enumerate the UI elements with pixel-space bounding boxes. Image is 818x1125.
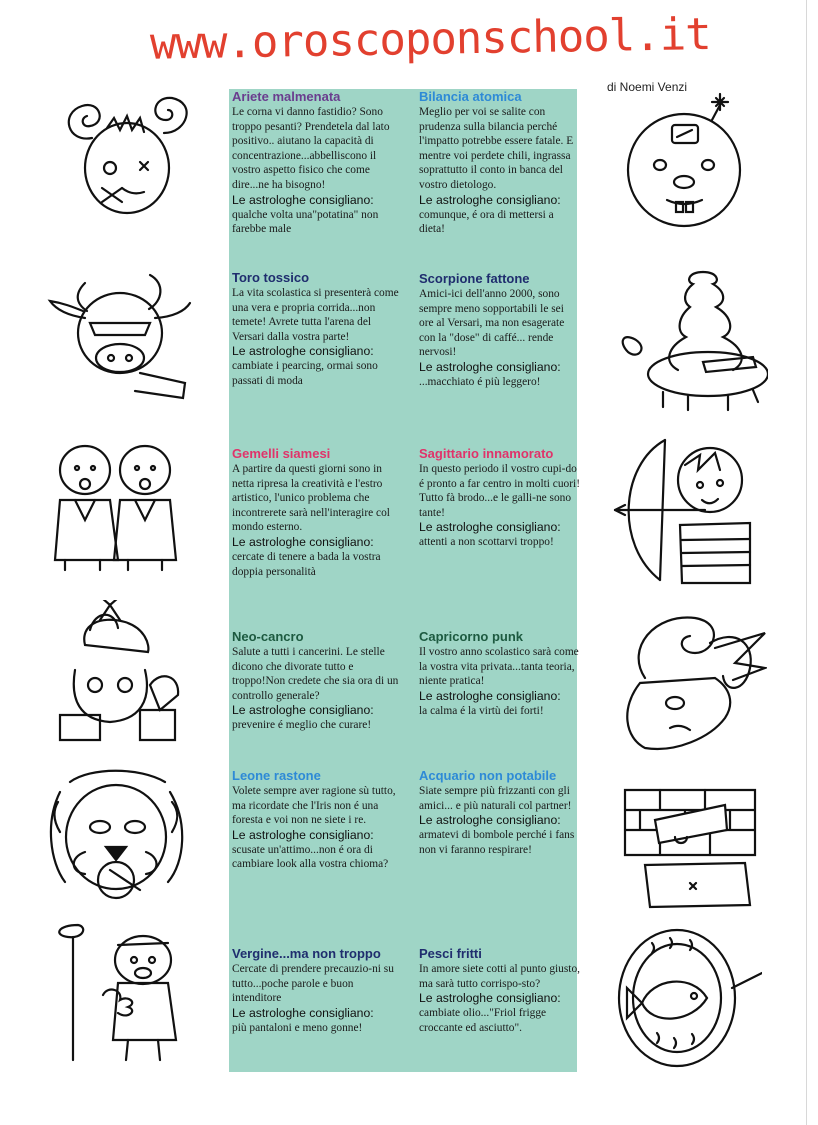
advice-label: Le astrologhe consigliano: xyxy=(419,359,561,374)
sign-sagittario xyxy=(419,446,581,550)
ram-icon xyxy=(52,88,202,228)
scorpion-icon xyxy=(608,262,768,412)
sign-vergine xyxy=(232,946,400,1035)
archer-icon xyxy=(610,435,760,585)
sign-text: Siate sempre più frizzanti con gli amici... e più naturali col partner! xyxy=(419,785,572,812)
sign-text: A partire da questi giorni sono in netta ripresa la creatività e l'estro artistico, l'unico problema che incontrerete sarà nell'interagire col mondo esterno. xyxy=(232,463,390,534)
sign-bilancia xyxy=(419,89,581,237)
fish-pan-icon xyxy=(612,918,762,1073)
sign-text: Il vostro anno scolastico sarà come la vostra vita privata...tanta teoria, niente pratica! xyxy=(419,646,579,688)
sign-title: Vergine...ma non troppo xyxy=(232,946,381,961)
sign-capricorno xyxy=(419,629,581,718)
advice-text: attenti a non scottarvi troppo! xyxy=(419,536,554,549)
advice-label: Le astrologhe consigliano: xyxy=(419,520,561,535)
sign-title: Ariete malmenata xyxy=(232,89,341,104)
sign-title: Capricorno punk xyxy=(419,629,524,644)
sign-title: Acquario non potabile xyxy=(419,768,557,783)
sign-title: Sagittario innamorato xyxy=(419,446,554,461)
advice-text: cambiate olio..."Friol frigge croccante ed asciutto". xyxy=(419,1007,547,1034)
virgo-icon xyxy=(48,915,193,1065)
sign-text: La vita scolastica si presenterà come una vera e propria corrida...non temete! Avrete tutta l'arena del Versari dalla vostra parte! xyxy=(232,287,399,343)
sign-text: In amore siete cotti al punto giusto, ma sarà tutto corrispo-sto? xyxy=(419,963,581,990)
advice-text: cambiate i pearcing, ormai sono passati di moda xyxy=(232,360,378,387)
advice-label: Le astrologhe consigliano: xyxy=(419,813,561,828)
advice-label: Le astrologhe consigliano: xyxy=(419,192,561,207)
sign-text: Volete sempre aver ragione sù tutto, ma ricordate che l'Iris non é una foresta e voi non ne siete i re. xyxy=(232,785,396,827)
crab-icon xyxy=(40,600,190,745)
sign-title: Pesci fritti xyxy=(419,946,482,961)
sign-toro xyxy=(232,270,400,389)
advice-label: Le astrologhe consigliano: xyxy=(419,991,561,1006)
sign-ariete xyxy=(232,89,400,237)
sign-title: Gemelli siamesi xyxy=(232,446,331,461)
twins-icon xyxy=(40,440,190,575)
goat-icon xyxy=(615,608,767,758)
sign-scorpione xyxy=(419,271,581,390)
advice-text: ...macchiato é più leggero! xyxy=(419,375,541,388)
sign-text: Amici-ici dell'anno 2000, sono sempre meno sopportabili le sei ore al Versari, ma non esagerate con la "dose" di caffé... rende nervosi! xyxy=(419,288,565,359)
sign-text: Meglio per voi se salite con prudenza sulla bilancia perché l'impatto potrebbe essere fatale. E mentre voi perdete chili, ingrassa soprattutto il conto in banca del vostro dietologo. xyxy=(419,106,574,191)
sign-text: Cercate di prendere precauzio-ni su tutto...poche parole e buon intenditore xyxy=(232,963,394,1005)
advice-text: la calma é la virtù dei forti! xyxy=(419,704,544,717)
lion-icon xyxy=(40,762,192,907)
advice-text: scusate un'attimo...non é ora di cambiare look alla vostra chioma? xyxy=(232,843,389,871)
sign-text: Le corna vi danno fastidio? Sono troppo pesanti? Prendetela dal lato positivo.. aiutano la capacità di concentrazione...abbelliscono il vostro aspetto fisico che come dire...ne ha bisogno! xyxy=(232,106,390,191)
advice-label: Le astrologhe consigliano: xyxy=(232,1005,374,1020)
sign-pesci xyxy=(419,946,581,1035)
advice-label: Le astrologhe consigliano: xyxy=(232,344,374,359)
sign-leone xyxy=(232,768,400,872)
advice-text: prevenire é meglio che curare! xyxy=(232,719,372,732)
sign-title: Toro tossico xyxy=(232,270,310,285)
advice-text: comunque, é ora di mettersi a dieta! xyxy=(419,208,554,236)
sign-title: Scorpione fattone xyxy=(419,271,530,286)
byline: di Noemi Venzi xyxy=(607,80,688,94)
site-title: www.oroscoponschool.it xyxy=(149,8,712,70)
bull-icon xyxy=(45,263,195,403)
sign-acquario xyxy=(419,768,581,857)
sign-cancro xyxy=(232,629,400,733)
scale-bomb-icon xyxy=(612,90,762,230)
advice-label: Le astrologhe consigliano: xyxy=(232,703,374,718)
sign-text: In questo periodo il vostro cupi-do é pronto a far centro in molti cuori! Tutto fà brodo...e le galli-ne sono tante! xyxy=(419,463,580,519)
advice-text: più pantaloni e meno gonne! xyxy=(232,1021,363,1034)
sign-title: Neo-cancro xyxy=(232,629,304,644)
sign-text: Salute a tutti i cancerini. Le stelle dicono che divorate tutto e troppo!Non credete che sia ora di un controllo generale? xyxy=(232,646,399,702)
advice-text: qualche volta una"potatina" non farebbe male xyxy=(232,208,379,236)
page-edge xyxy=(806,0,818,1125)
advice-label: Le astrologhe consigliano: xyxy=(232,827,374,842)
sign-title: Bilancia atomica xyxy=(419,89,522,104)
sign-gemelli xyxy=(232,446,400,579)
sign-title: Leone rastone xyxy=(232,768,321,783)
advice-label: Le astrologhe consigliano: xyxy=(232,192,374,207)
advice-text: cercate di tenere a bada la vostra doppia personalità xyxy=(232,550,381,578)
advice-label: Le astrologhe consigliano: xyxy=(232,534,374,549)
advice-label: Le astrologhe consigliano: xyxy=(419,688,561,703)
advice-text: armatevi di bombole perché i fans non vi faranno respirare! xyxy=(419,829,575,856)
aquarius-icon xyxy=(615,775,770,915)
